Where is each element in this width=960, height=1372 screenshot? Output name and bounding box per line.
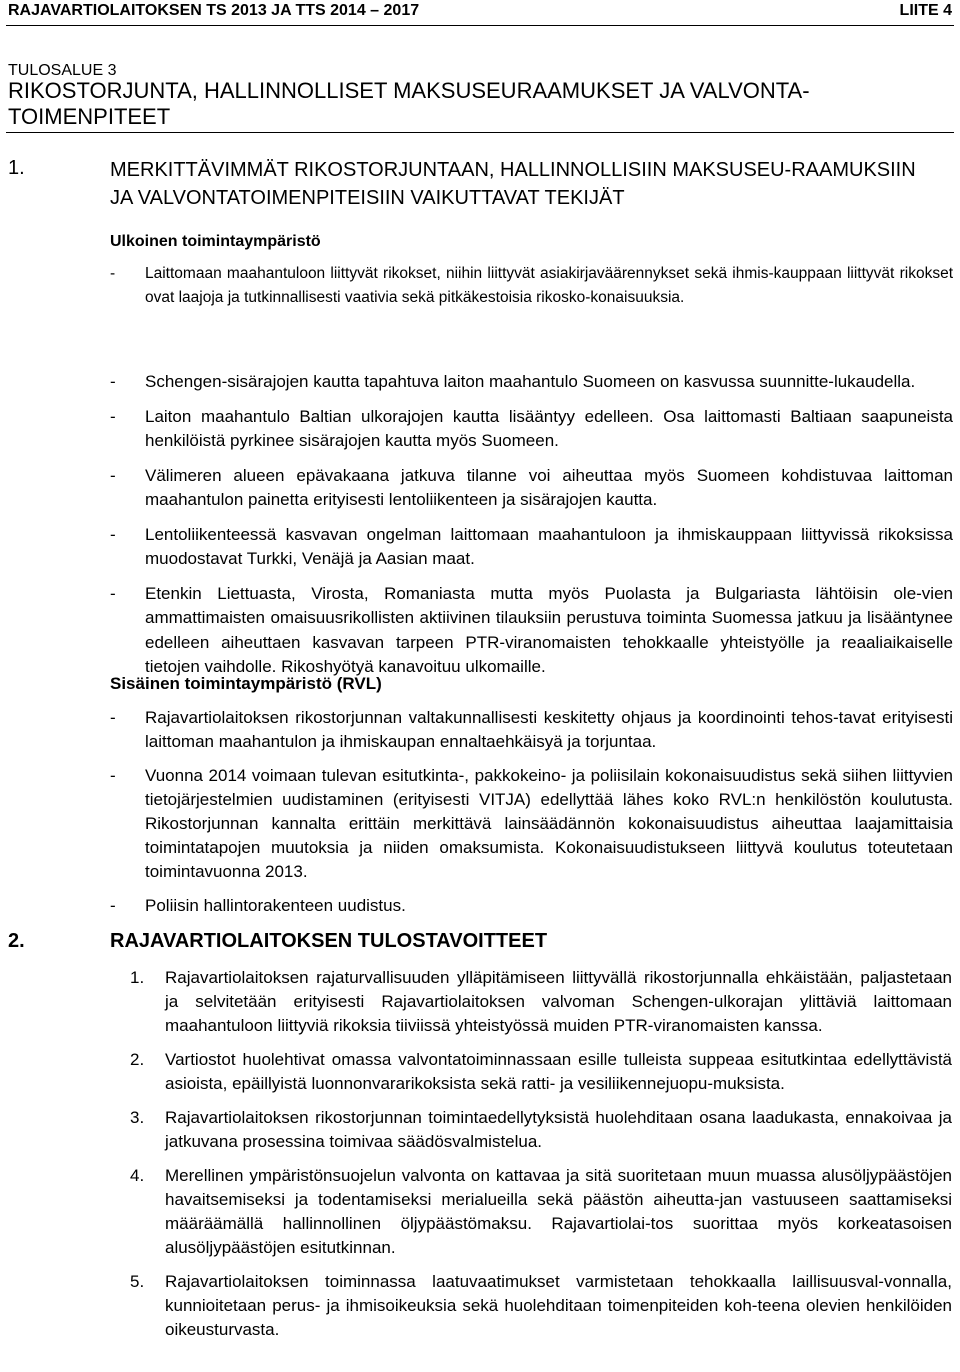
internal-list (110, 706, 953, 928)
dash-bullet: - (110, 265, 116, 282)
dash-bullet: - (110, 524, 116, 544)
external-environment-heading: Ulkoinen toimintaympäristö (110, 233, 321, 250)
section-2-number: 2. (8, 930, 25, 952)
dash-bullet: - (110, 406, 116, 426)
external-list (110, 370, 953, 690)
section-2-title: RAJAVARTIOLAITOKSEN TULOSTAVOITTEET (110, 930, 548, 952)
goal-item: 5. Rajavartiolaitoksen toiminnassa laatuvaatimukset varmistetaan tehokkaalla laillisuusval-vonnalla, kunnioitetaan perus- ja ihmisoikeuksia sekä huolehditaan toimenpiteiden koh-teena olevien henkilöiden oikeusturvasta. (130, 1272, 952, 1339)
section-1-title: MERKITTÄVIMMÄT RIKOSTORJUNTAAN, HALLINNOLLISIIN MAKSUSEU-RAAMUKSIIN JA VALVONTATOIMENPITEISIIN VAIKUTTAVAT TEKIJÄT (110, 159, 916, 209)
title-divider (6, 132, 954, 133)
header-title: RAJAVARTIOLAITOKSEN TS 2013 JA TTS 2014 – 2017 (8, 2, 420, 19)
goal-item: 2. Vartiostot huolehtivat omassa valvontatoiminnassaan esille tulleista suppeaa esitutkintaa edellyttävistä asioista, epäillyistä luonnonvararikoksista sekä ratti- ja vesiliikennejuopu-muksista. (130, 1050, 952, 1093)
dash-bullet: - (110, 372, 116, 391)
list-item: - Välimeren alueen epävakaana jatkuva tilanne voi aiheuttaa myös Suomeen kohdistuvaa laittoman maahantulon painetta erityisesti lentoliikenteen ja sisärajojen kautta. (110, 465, 953, 509)
list-item: - Schengen-sisärajojen kautta tapahtuva laiton maahantulo Suomeen on kasvussa suunnitte-lukaudella. (110, 370, 953, 395)
external-list-first (110, 262, 953, 321)
list-item: - Lentoliikenteessä kasvavan ongelman laittomaan maahantuloon ja ihmiskauppaan liittyvissä rikoksissa muodostavat Turkki, Venäjä ja Aasian maat. (110, 524, 953, 568)
list-item: - Etenkin Liettuasta, Virosta, Romaniasta mutta myös Puolasta ja Bulgariasta lähtöisin ole-vien ammattimaisten omaisuusrikollisten aktiivinen tilauksiin perustuva toiminta Suomessa jatkuu ja lisääntynee edelleen aiheuttaen kasvavan tarpeen PTR-viranomaisten tehokkaalle yhteistyölle ja reaaliaikaiselle tietojen vaihdolle. Rikoshyötyä kanavoituu ulkomaille. (110, 583, 953, 676)
list-item: - Vuonna 2014 voimaan tulevan esitutkinta-, pakkokeino- ja poliisilain kokonaisuudistus sekä siihen liittyvien tietojärjestelmien uudistaminen (erityisesti VITJA) edellyttää lähes koko RVL:n henkilöstön koulutusta. Rikostorjunnan kannalta erittäin merkittävä lainsäädännön kokonaisuudistus aiheuttaa laajamittaisia toimintatapojen muutoksia ja niiden omaksumista. Kokonaisuudistukseen liittyvä koulutus toteutetaan toimintavuonna 2013. (110, 766, 953, 881)
dash-bullet: - (110, 583, 116, 603)
result-area-title: RIKOSTORJUNTA, HALLINNOLLISET MAKSUSEURAAMUKSET JA VALVONTA-TOIMENPITEET (8, 78, 810, 129)
section-1-number: 1. (8, 157, 25, 179)
list-item: - Poliisin hallintorakenteen uudistus. (110, 894, 953, 918)
list-item: - Laittomaan maahantuloon liittyvät rikokset, niihin liittyvät asiakirjaväärennykset sekä ihmis-kauppaan liittyvät rikokset ovat laajoja ja tutkinnallisesti vaativia sekä pitkäkestoisia rikosko-konaisuuksia. (110, 262, 953, 310)
goal-item: 4. Merellinen ympäristönsuojelun valvonta on kattavaa ja sitä suoritetaan muun muassa alusöljypäästöjen havaitsemiseksi ja todentamiseksi merialueilla sekä päästön aiheutta-jan vastuuseen saattamiseksi määräämällä hallinnollinen öljypäästömaksu. Rajavartiolai-tos suorittaa myös korkeatasoisen alusöljypäästöjen esitutkinnan. (130, 1166, 952, 1257)
header-attachment-label: LIITE 4 (899, 2, 952, 19)
goal-item: 3. Rajavartiolaitoksen rikostorjunnan toimintaedellytyksistä huolehditaan osana laadukasta, ennakoivaa ja jatkuvana prosessina toimivaa säädösvalmistelua. (130, 1108, 952, 1151)
result-area-label: TULOSALUE 3 (8, 62, 117, 79)
internal-environment-heading: Sisäinen toimintaympäristö (RVL) (110, 674, 382, 693)
header-divider (6, 25, 954, 26)
dash-bullet: - (110, 766, 116, 785)
dash-bullet: - (110, 896, 116, 915)
dash-bullet: - (110, 708, 116, 727)
goal-item: 1. Rajavartiolaitoksen rajaturvallisuuden ylläpitämiseen liittyvällä rikostorjunnalla ehkäistään, paljastetaan ja selvitetään erityisesti Rajavartiolaitoksen valvoman Schengen-ulkorajan ylittäviä laittomaan maahantuloon liittyviä rikoksia tiiviissä yhteistyössä muiden PTR-viranomaisten kanssa. (130, 968, 952, 1035)
dash-bullet: - (110, 465, 116, 485)
goals-list (130, 966, 952, 1352)
page-header (8, 0, 952, 28)
list-item: - Rajavartiolaitoksen rikostorjunnan valtakunnallisesti keskitetty ohjaus ja koordinointi tehos-tavat erityisesti laittoman maahantulon ja ihmiskaupan ennaltaehkäisyä ja torjuntaa. (110, 708, 953, 751)
list-item: - Laiton maahantulo Baltian ulkorajojen kautta lisääntyy edelleen. Osa laittomasti Baltiaan saapuneista henkilöistä pyrkinee sisärajojen kautta myös Suomeen. (110, 406, 953, 450)
